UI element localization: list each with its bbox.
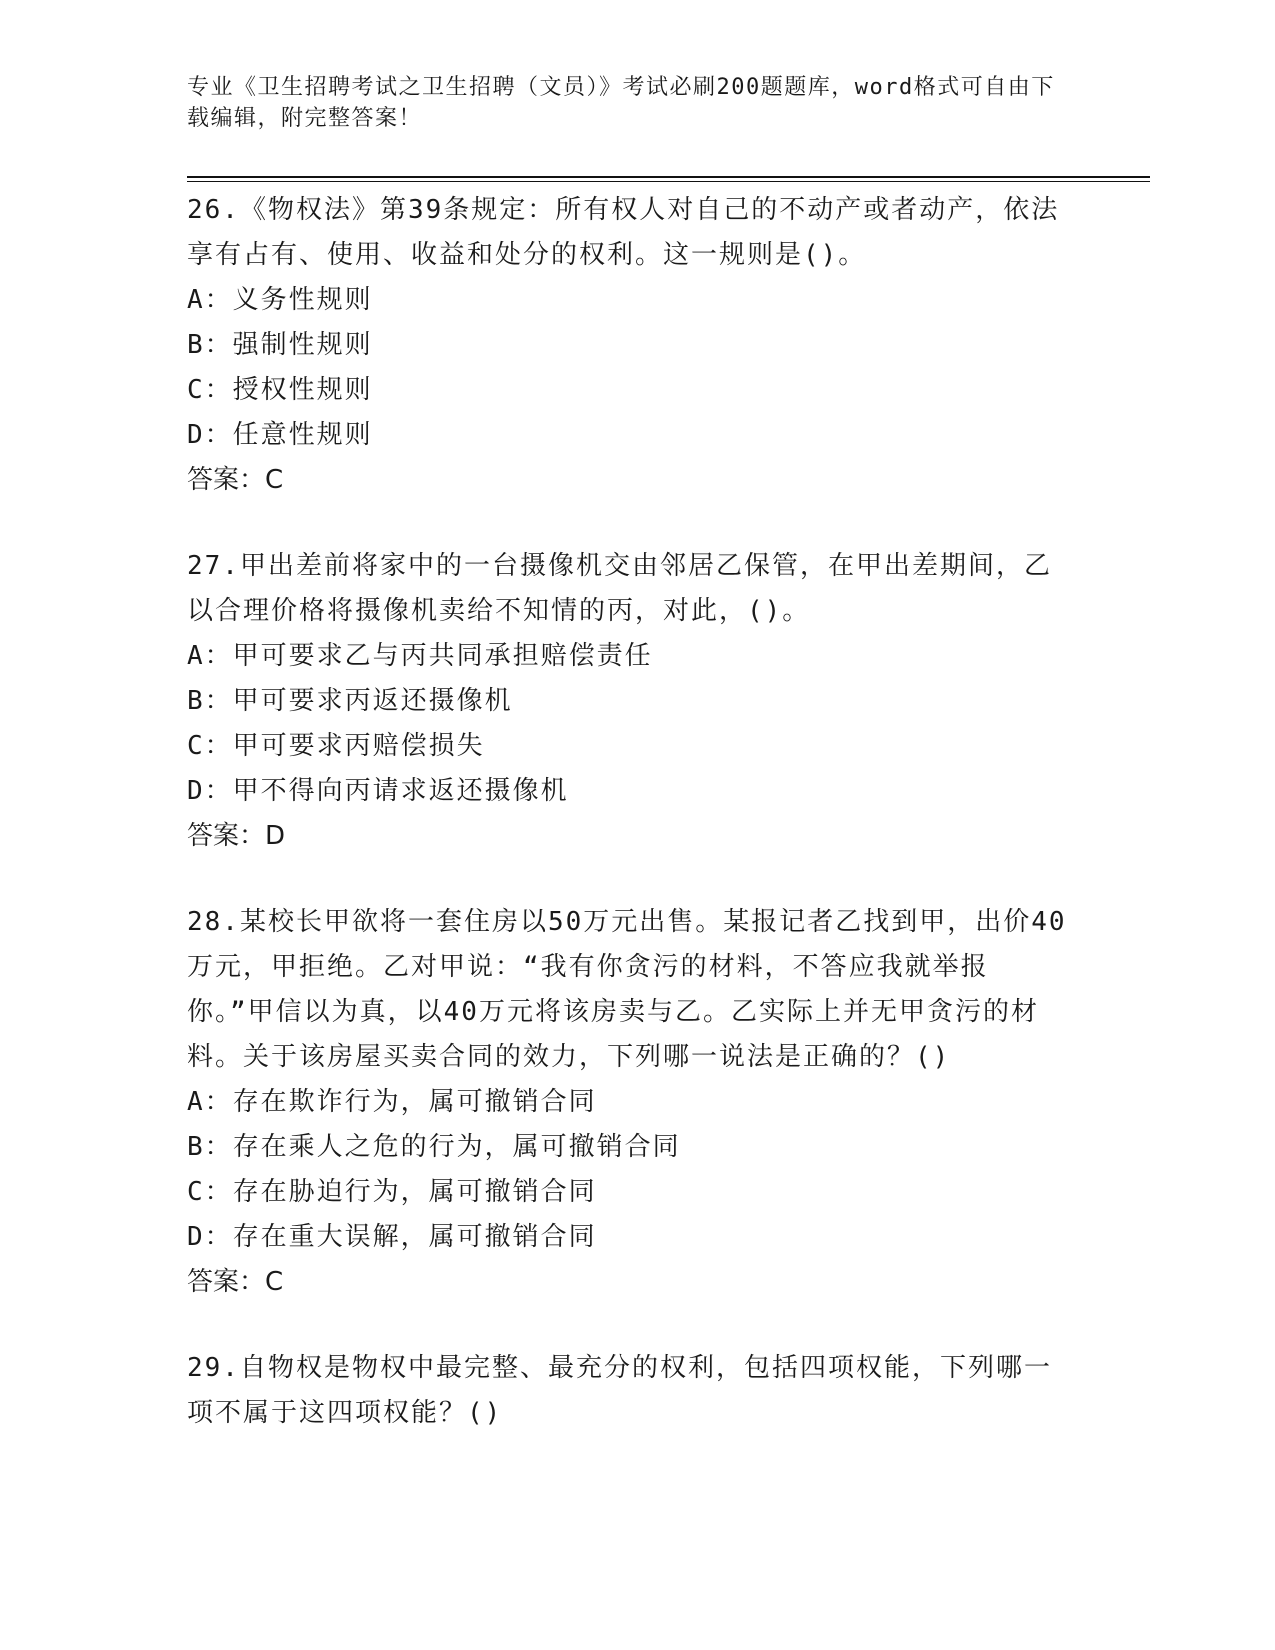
- question-stem: 27.甲出差前将家中的一台摄像机交由邻居乙保管，在甲出差期间，乙以合理价格将摄像机卖给不知情的丙，对此，()。: [187, 551, 1052, 626]
- answer-line: 答案：C: [187, 1267, 284, 1297]
- option-d: D：任意性规则: [187, 420, 373, 450]
- option-a: A：甲可要求乙与丙共同承担赔偿责任: [187, 641, 653, 671]
- option-c: C：甲可要求丙赔偿损失: [187, 731, 485, 761]
- option-a: A：义务性规则: [187, 285, 373, 315]
- question-28: [187, 900, 1077, 1305]
- answer-line: 答案：C: [187, 465, 284, 495]
- header-rule-thin: [187, 181, 1150, 182]
- header-rule-thick: [187, 176, 1150, 178]
- option-d: D：存在重大误解，属可撤销合同: [187, 1222, 597, 1252]
- question-stem: 28.某校长甲欲将一套住房以50万元出售。某报记者乙找到甲，出价40万元，甲拒绝。乙对甲说：“我有你贪污的材料，不答应我就举报你。”甲信以为真，以40万元将该房卖与乙。乙实际上并无甲贪污的材料。关于该房屋买卖合同的效力，下列哪一说法是正确的？(): [187, 907, 1067, 1072]
- option-d: D：甲不得向丙请求返还摄像机: [187, 776, 569, 806]
- option-a: A：存在欺诈行为，属可撤销合同: [187, 1087, 597, 1117]
- question-26: [187, 188, 1077, 503]
- option-b: B：存在乘人之危的行为，属可撤销合同: [187, 1132, 681, 1162]
- option-c: C：授权性规则: [187, 375, 373, 405]
- question-list: [187, 188, 1077, 1477]
- option-b: B：强制性规则: [187, 330, 373, 360]
- question-stem: 29.自物权是物权中最完整、最充分的权利，包括四项权能，下列哪一项不属于这四项权能？(): [187, 1353, 1052, 1428]
- document-header: 专业《卫生招聘考试之卫生招聘（文员）》考试必刷200题题库，word格式可自由下载编辑，附完整答案！: [187, 75, 1055, 131]
- question-27: [187, 544, 1077, 859]
- option-c: C：存在胁迫行为，属可撤销合同: [187, 1177, 597, 1207]
- option-b: B：甲可要求丙返还摄像机: [187, 686, 513, 716]
- question-stem: 26.《物权法》第39条规定：所有权人对自己的不动产或者动产，依法享有占有、使用、收益和处分的权利。这一规则是()。: [187, 195, 1060, 270]
- question-29: [187, 1346, 1077, 1436]
- answer-line: 答案：D: [187, 821, 286, 851]
